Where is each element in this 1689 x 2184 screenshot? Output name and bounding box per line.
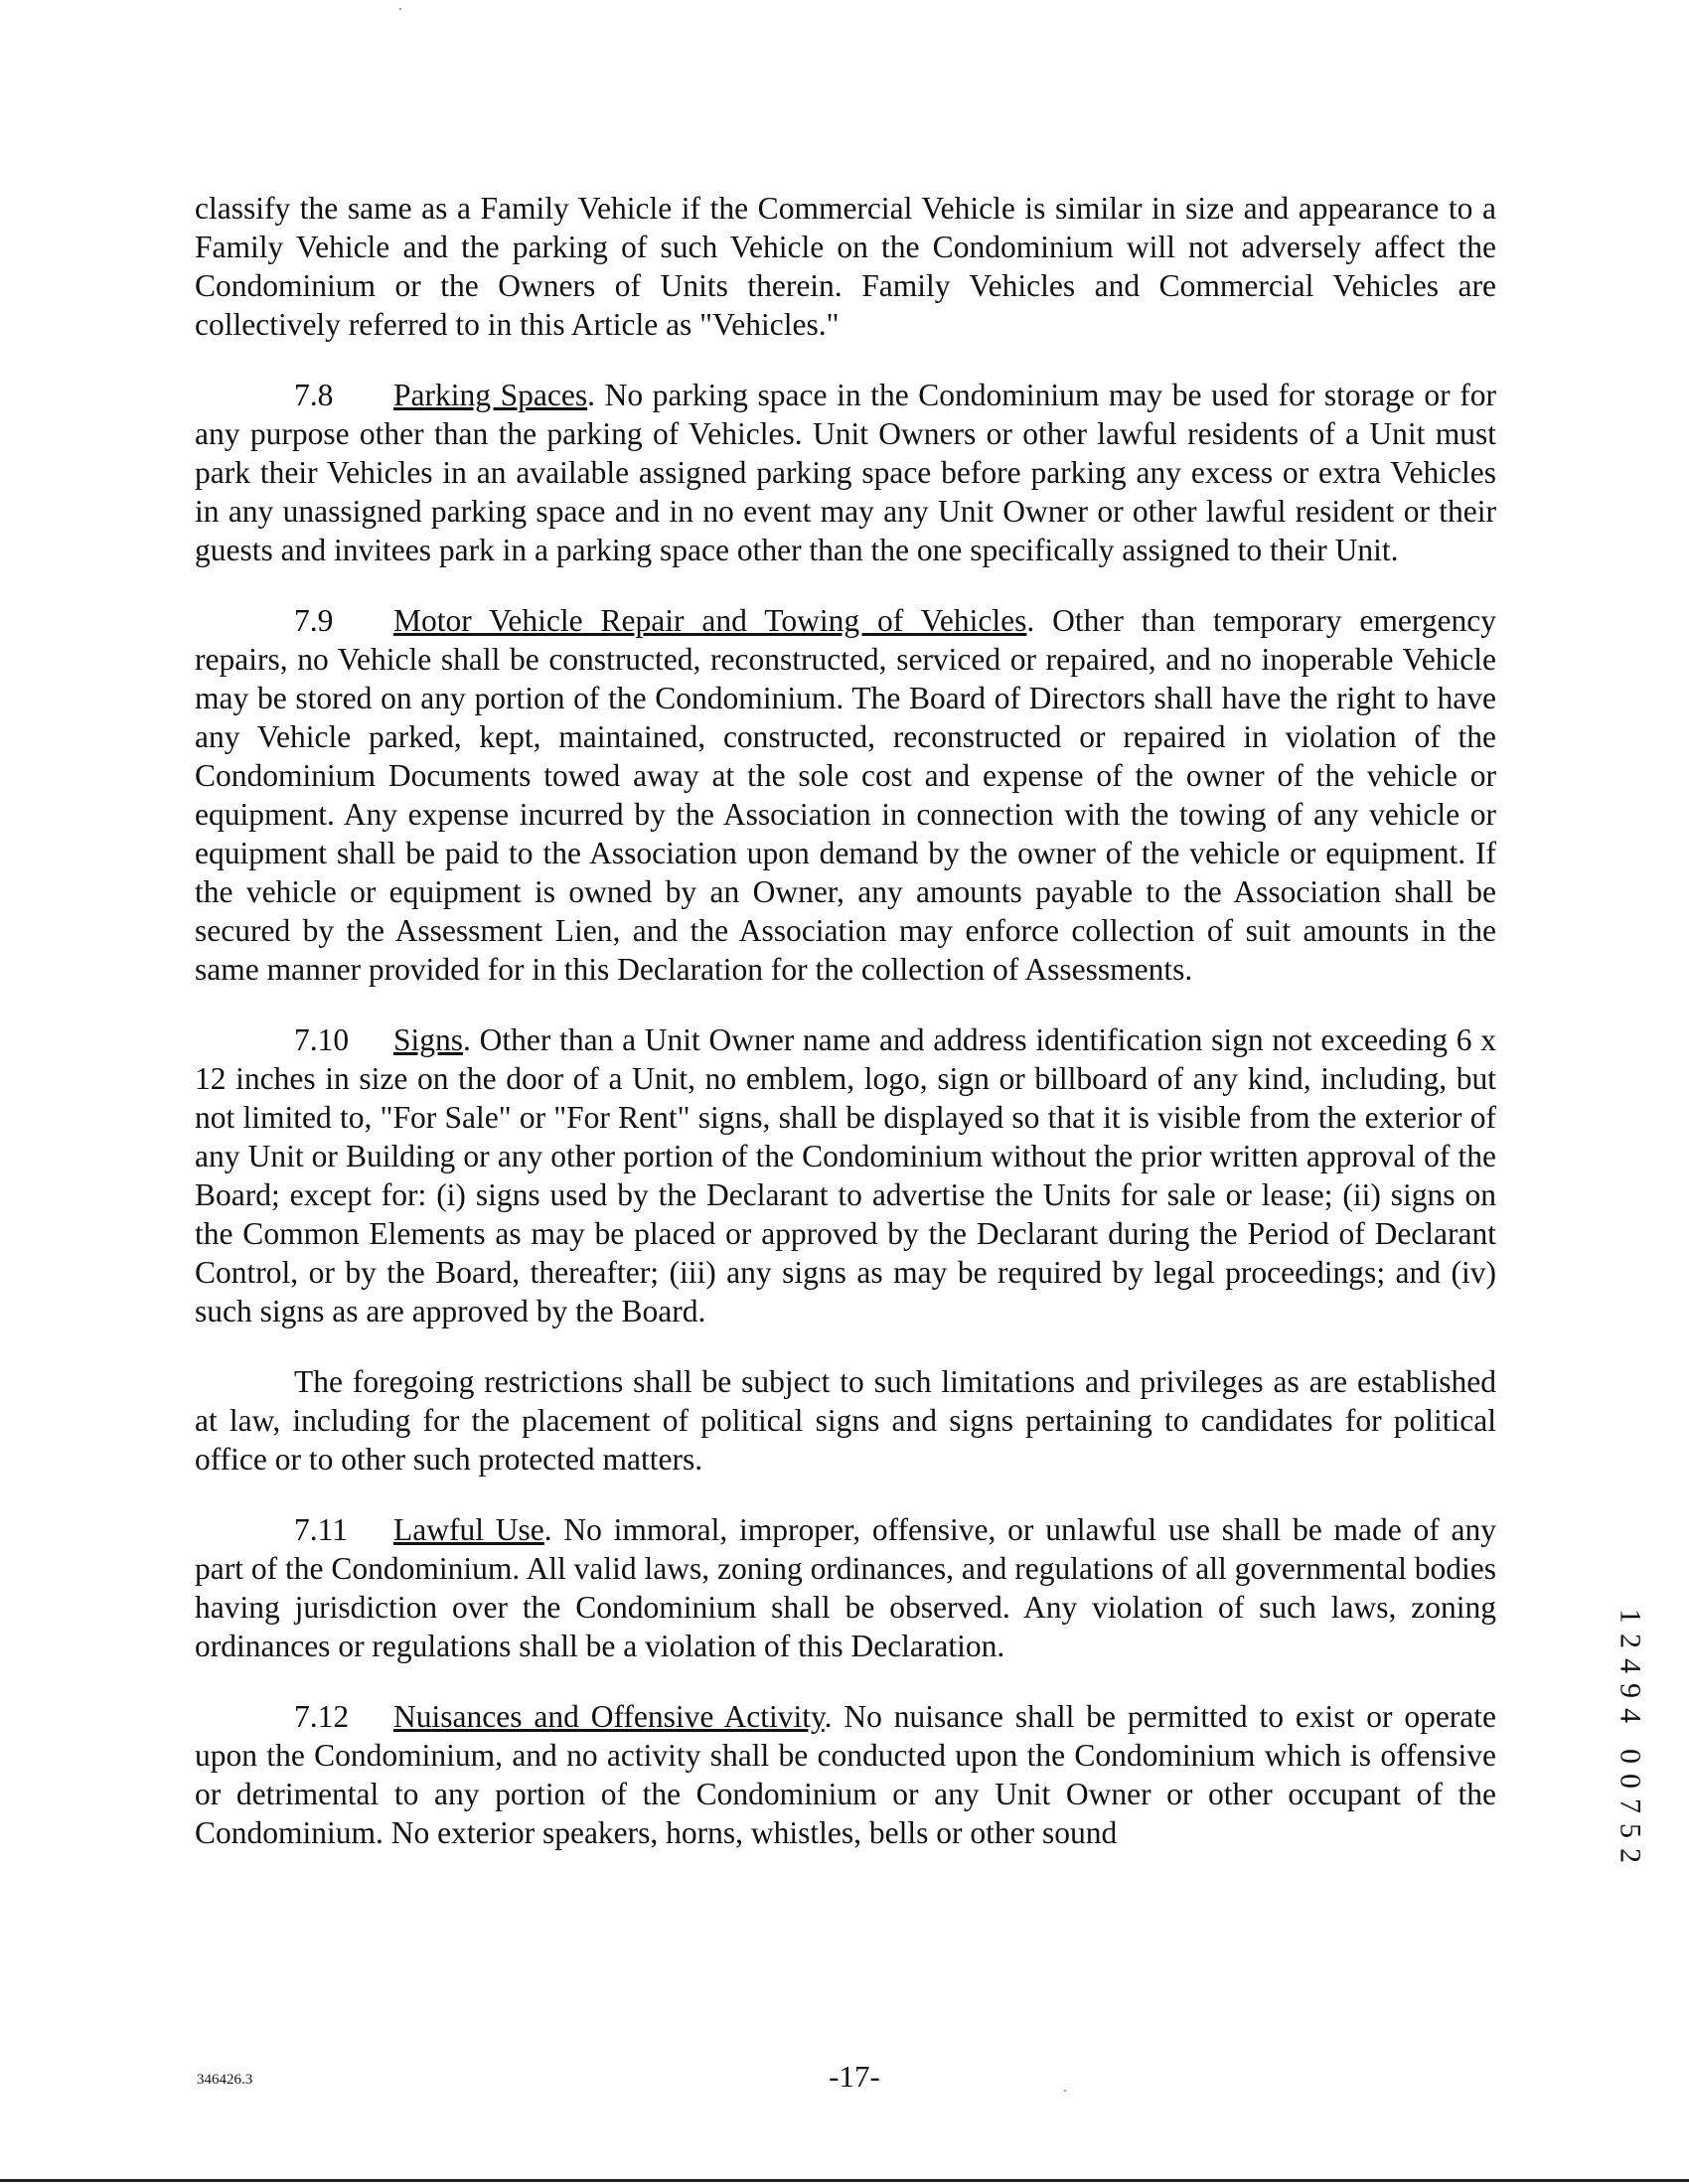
section-number: 7.11 [294,1512,348,1547]
document-body [195,189,1496,1884]
scan-speck [1064,2090,1066,2092]
section-text: . No nuisance shall be permitted to exist or operate upon the Condominium, and no activity shall be conducted upon the Condominium which is offensive or detrimental to any portion of the Condominium or any Unit Owner or other occupant of the Condominium. No exterior speakers, horns, whistles, bells or other sound [195,1699,1497,1850]
stamp-digit: 0 [1613,1774,1647,1789]
section-7-9 [195,601,1496,989]
section-heading: Lawful Use [393,1512,544,1547]
section-heading: Motor Vehicle Repair and Towing of Vehicles [393,603,1027,638]
paragraph-text: classify the same as a Family Vehicle if the Commercial Vehicle is similar in size and appearance to a Family Vehicle and the parking of such Vehicle on the Condominium will not adversely affect the Condominium or the Owners of Units therein. Family Vehicles and Commercial Vehicles are collectively referred to in this Article as "Vehicles." [195,191,1496,342]
stamp-digit: 5 [1613,1823,1647,1838]
section-heading: Parking Spaces [393,378,588,412]
section-number: 7.9 [294,603,334,638]
paragraph-text: The foregoing restrictions shall be subject to such limitations and privileges as are established at law, including for the placement of political signs and signs pertaining to candidates for political office or to other such protected matters. [195,1364,1496,1477]
stamp-digit: 2 [1613,1848,1647,1863]
section-number: 7.10 [294,1022,350,1057]
document-id: 346426.3 [197,2072,253,2088]
side-stamp-number [1615,1604,1645,1868]
section-number: 7.8 [294,378,334,412]
paragraph-restrictions [195,1362,1496,1479]
section-heading: Signs [393,1022,464,1057]
section-text: . Other than temporary emergency repairs, no Vehicle shall be constructed, reconstructed, serviced or repaired, and no inoperable Vehicle may be stored on any portion of the Condominium. The Board of Directors shall have the right to have any Vehicle parked, kept, maintained, constructed, reconstructed or repaired in violation of the Condominium Documents towed away at the sole cost and expense of the owner of the vehicle or equipment. Any expense incurred by the Association in connection with the towing of any vehicle or equipment shall be paid to the Association upon demand by the owner of the vehicle or equipment. If the vehicle or equipment is owned by an Owner, any amounts payable to the Association shall be secured by the Assessment Lien, and the Association may enforce collection of suit amounts in the same manner provided for in this Declaration for the collection of Assessments. [195,603,1497,987]
section-text: . No parking space in the Condominium may be used for storage or for any purpose other than the parking of Vehicles. Unit Owners or other lawful residents of a Unit must park their Vehicles in an available assigned parking space before parking any excess or extra Vehicles in any unassigned parking space and in no event may any Unit Owner or other lawful resident or their guests and invitees park in a parking space other than the one specifically assigned to their Unit. [195,378,1496,567]
page-number: -17- [829,2059,880,2094]
section-number: 7.12 [294,1699,350,1734]
section-7-10 [195,1020,1496,1330]
section-7-8 [195,376,1496,569]
stamp-digit: 1 [1613,1609,1647,1624]
scan-speck [399,8,401,10]
stamp-digit: 4 [1613,1708,1647,1723]
stamp-digit: 7 [1613,1798,1647,1813]
stamp-digit: 0 [1613,1749,1647,1764]
section-7-11 [195,1510,1496,1665]
stamp-digit: 4 [1613,1658,1647,1673]
scan-edge-line [0,2179,1689,2182]
section-text: . Other than a Unit Owner name and address identification sign not exceeding 6 x 12 inches in size on the door of a Unit, no emblem, logo, sign or billboard of any kind, including, but not limited to, "For Sale" or "For Rent" signs, shall be displayed so that it is visible from the exterior of any Unit or Building or any other portion of the Condominium without the prior written approval of the Board; except for: (i) signs used by the Declarant to advertise the Units for sale or lease; (ii) signs on the Common Elements as may be placed or approved by the Declarant during the Period of Declarant Control, or by the Board, thereafter; (iii) any signs as may be required by legal proceedings; and (iv) such signs as are approved by the Board. [195,1022,1496,1328]
paragraph-continuation [195,189,1496,344]
section-heading: Nuisances and Offensive Activity [393,1699,825,1734]
stamp-digit: 9 [1613,1683,1647,1698]
stamp-digit: 2 [1613,1634,1647,1648]
section-text: . No immoral, improper, offensive, or unlawful use shall be made of any part of the Condominium. All valid laws, zoning ordinances, and regulations of all governmental bodies having jurisdiction over the Condominium shall be observed. Any violation of such laws, zoning ordinances or regulations shall be a violation of this Declaration. [195,1512,1496,1663]
section-7-12 [195,1697,1496,1852]
